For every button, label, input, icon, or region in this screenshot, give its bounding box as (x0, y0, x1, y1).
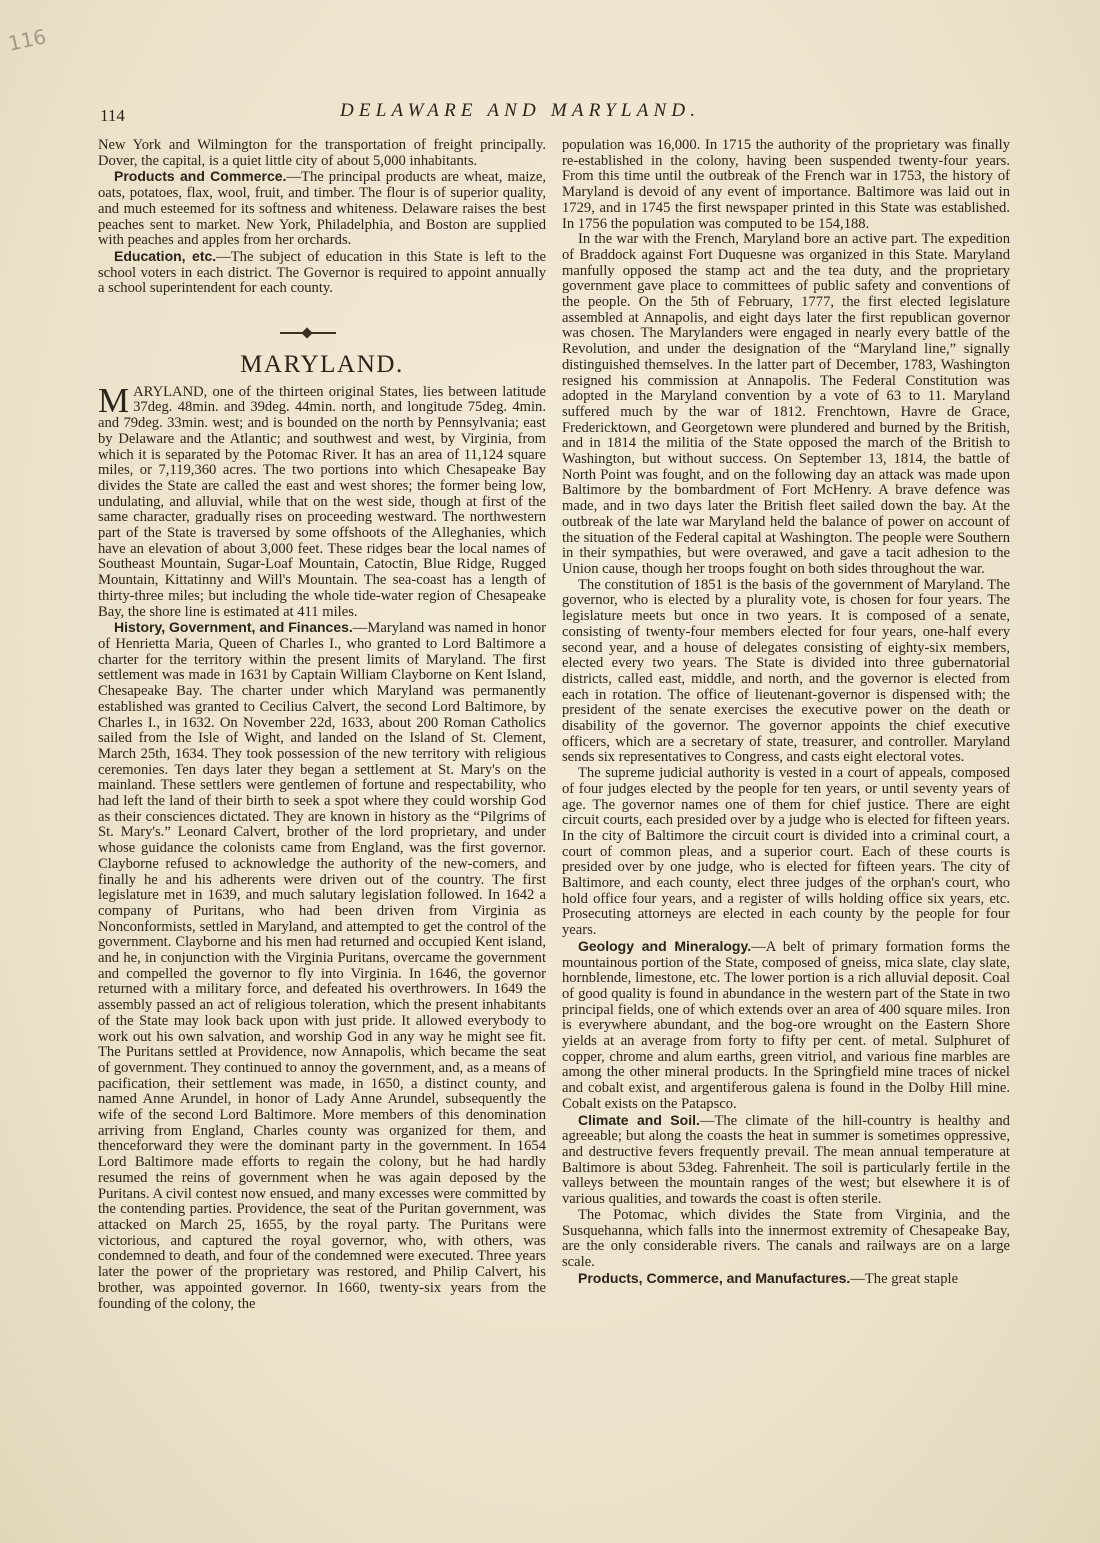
maryland-intro-paragraph (98, 380, 546, 621)
page-number: 114 (100, 106, 125, 125)
education-heading: Education, etc. (114, 247, 217, 264)
products-paragraph (98, 169, 546, 249)
divider-ornament (280, 332, 336, 334)
climate-heading: Climate and Soil. (578, 1111, 700, 1128)
right-column (562, 138, 1010, 1287)
climate-text: —The climate of the hill-country is healthy and agreeable; but along the coasts the heat in summer is sometimes oppressive, and destructive fevers frequently prevail. The mean annual temperature at Baltimore is about 53deg. Fahrenheit. The soil is particularly fertile in the valleys between the mountain ranges of the west; but elsewhere it is of various qualities, and towards the coast is often sterile. (562, 1112, 1010, 1208)
history-text: —Maryland was named in honor of Henrietta Maria, Queen of Charles I., who granted to Lord Baltimore a charter for the territory within the present limits of Maryland. The first settlement was made in 1631 by Captain William Clayborne on Kent Island, Chesapeake Bay. The charter under which Maryland was permanently established was granted to Cecilius Calvert, the second Lord Baltimore, by Charles I., in 1632. On November 22d, 1633, about 200 Roman Catholics sailed from the Isle of Wight, and landed on the Island of St. Clement, March 25th, 1634. They took possession of the new territory with religious ceremonies. Ten days later they began a settlement at St. Mary's on the mainland. These settlers were gentlemen of fortune and respectability, who had left the land of their birth to seek a spot where they could worship God as their consciences dictated. They are known in history as the “Pilgrims of St. Mary's.” Leonard Calvert, brother of the lord proprietary, and under whose guidance the colonists came from England, was the first governor. Clayborne refused to acknowledge the authority of the new-comers, and finally he and his adherents were driven out of the country. The first legislature met in 1639, and much salutary legislation followed. In 1642 a company of Puritans, who had been driven from Virginia as Nonconformists, settled in Maryland, and attempted to get the control of the government. Clayborne and his men had returned and occupied Kent island, and he, in conjunction with the Virginia Puritans, overcame the government and compelled the governor to fly into Virginia. In 1646, the governor returned with a military force, and defeated his overthrowers. In 1649 the assembly passed an act of religious toleration, which the present inhabitants of the State may look back upon with just pride. It allowed everybody to work out his own salvation, and worship God in any way he might see fit. The Puritans settled at Providence, now Annapolis, which became the seat of government. They continued to annoy the government, and, as a means of pacification, their settlement was made, in 1650, a distinct county, and named Anne Arundel, in honor of Lady Anne Arundel, subsequently the wife of the second Lord Baltimore. More members of this denomination arriving from England, Charles county was organized for them, and thenceforward they were the dominant party in the government. In 1654 Lord Baltimore made efforts to regain the colony, but he had hardly resumed the reins of government when he was again deposed by the Puritans. A civil contest now ensued, and many excesses were committed by the contending parties. Providence, the seat of the Puritan government, was attacked on March 25, 1655, by the royal party. The Puritans were victorious, and captured the royal governor, who, with others, was condemned to death, and four of the condemned were executed. Three years later the power of the proprietary was restored, and Philip Calvert, his brother, was appointed governor. In 1660, twenty-six years from the founding of the colony, the (98, 620, 547, 1312)
running-title: DELAWARE AND MARYLAND. (340, 100, 701, 121)
education-paragraph (98, 249, 546, 297)
intro-paragraph: New York and Wilmington for the transportation of freight principally. Dover, the capital, is a quiet little city of about 5,000 inhabitants. (98, 137, 546, 169)
section-divider (98, 323, 546, 343)
history-heading: History, Government, and Finances. (114, 619, 353, 636)
manufactures-paragraph (562, 1271, 1010, 1288)
running-head (100, 100, 1025, 134)
manufactures-text: —The great staple (850, 1270, 959, 1287)
judicial-paragraph: The supreme judicial authority is vested in a court of appeals, composed of four judges elected by the people for ten years, or until seventy years of age. The governor names one of them for chief justice. There are eight circuit courts, each presided over by a judge who is elected for fifteen years. In the city of Baltimore the circuit court is divided into a criminal court, a court of common pleas, and a superior court. Each of these courts is presided over by one judge, who is elected for fifteen years. The city of Baltimore, and each county, elect three judges of the orphan's court, who hold office four years, and a register of wills holding office six years, etc. Prosecuting attorneys are elected in each county by the people for four years. (562, 765, 1010, 939)
products-heading: Products and Commerce. (114, 168, 287, 185)
left-column (98, 138, 546, 1312)
products-text: —The principal products are wheat, maize, oats, potatoes, flax, wool, fruit, and timber. The flour is of superior quality, and much esteemed for its softness and whiteness. Delaware raises the best peaches sent to market. New York, Philadelphia, and Boston are supplied with peaches and apples from her orchards. (98, 169, 546, 249)
geology-heading: Geology and Mineralogy. (578, 937, 752, 954)
climate-paragraph (562, 1113, 1010, 1208)
geology-paragraph (562, 939, 1010, 1113)
section-title: MARYLAND. (240, 351, 404, 379)
war-paragraph: In the war with the French, Maryland bore an active part. The expedition of Braddock against Fort Duquesne was organized in this State. Maryland manfully opposed the stamp act and the tea duty, and the proprietary government gave place to committees of public safety and conventions of the people. On the 5th of February, 1777, the first elected legislature assembled at Annapolis, and eight days later the first republican governor was chosen. The Marylanders were engaged in nearly every battle of the Revolution, and under the designation of the “Maryland line,” signally distinguished themselves. In the latter part of December, 1783, Washington resigned his commission at Annapolis. The Federal Constitution was adopted in the Maryland convention by a vote of 63 to 11. Maryland suffered much by the war of 1812. Frenchtown, Havre de Grace, Fredericktown, and Georgetown were plundered and burned by the British, and in 1814 the militia of the State opposed the march of the British to Washington, but without success. On September 13, 1814, the battle of North Point was fought, and on the following day an attack was made upon Baltimore by the bombardment of Fort McHenry. A brave defence was made, and in two days later the British fleet sailed down the bay. At the outbreak of the late war Maryland held the balance of power on account of the situation of the Federal capital at Washington. The people were Southern in their sympathies, but were overawed, and gave a tacit adhesion to the Union cause, though her troops fought on both sides throughout the war. (562, 231, 1010, 577)
history-paragraph (98, 620, 546, 1312)
pencil-annotation: 116 (5, 24, 49, 56)
history-continued-paragraph: population was 16,000. In 1715 the authority of the proprietary was finally re-established in the colony, having been suspended twenty-four years. From this time until the outbreak of the French war in 1753, the history of Maryland is devoid of any event of importance. Baltimore was laid out in 1729, and in 1745 the first newspaper printed in this State was established. In 1756 the population was computed to be 154,188. (562, 137, 1010, 232)
education-text: —The subject of education in this State is left to the school voters in each district. The Governor is required to appoint annually a school superintendent for each county. (98, 248, 547, 297)
maryland-intro-text: ARYLAND, one of the thirteen original States, lies between latitude 37deg. 48min. and 39deg. 44min. north, and longitude 75deg. 4min. and 79deg. 33min. west; and is bounded on the north by Pennsylvania; east by Delaware and the Atlantic; and southwest and west, by Virginia, from which it is separated by the Potomac River. It has an area of 11,124 square miles, or 7,119,360 acres. The two portions into which Chesapeake Bay divides the State are called the east and west shores; the former being low, undulating, and alluvial, while that on the west side, though at first of the same character, gradually rises on proceeding westward. The northwestern part of the State is traversed by some offshoots of the Alleghanies, which have an elevation of about 3,000 feet. These ridges bear the local names of Southeast Mountain, Sugar-Loaf Mountain, Catoctin, Blue Ridge, Rugged Mountain, Kittatinny and Will's Mountain. The sea-coast has a length of thirty-three miles; but including the whole tide-water region of Chesapeake Bay, the shore line is estimated at 411 miles. (98, 383, 546, 620)
rivers-paragraph: The Potomac, which divides the State from Virginia, and the Susquehanna, which falls into the innermost extremity of Chesapeake Bay, are the only considerable rivers. The canals and railways are on a large scale. (562, 1206, 1010, 1270)
constitution-paragraph: The constitution of 1851 is the basis of the government of Maryland. The governor, who is elected by a plurality vote, is chosen for four years. The legislature meets but once in two years. It is composed of a senate, consisting of twenty-four members elected for four years, one-half every second year, and a house of delegates consisting of eighty-six members, elected every two years. The State is divided into three gubernatorial districts, called east, middle, and north, and the governor is elected from each in rotation. The office of lieutenant-governor is dispensed with; the president of the senate exercises the executive power on the death or disability of the governor. The governor appoints the chief executive officers, which are a secretary of state, treasurer, and controller. Maryland sends six representatives to Congress, and casts eight electoral votes. (562, 576, 1010, 766)
drop-cap: M (98, 380, 130, 420)
manufactures-heading: Products, Commerce, and Manufactures. (578, 1269, 851, 1286)
geology-text: —A belt of primary formation forms the mountainous portion of the State, composed of gneiss, mica slate, clay slate, hornblende, limestone, etc. The lower portion is a rich alluvial deposit. Coal of good quality is found in abundance in the western part of the State in two principal fields, one of which extends over an area of 400 square miles. Iron is everywhere abundant, and the bog-ore wrought on the Eastern Shore yields at an average from forty to fifty per cent. of metal. Sulphuret of copper, chrome and alum earths, green vitriol, and various fine marbles are among the other mineral products. In the Springfield mine traces of nickel and cobalt exist, and argentiferous galena is found in the Dolby Hill mine. Cobalt exists on the Patapsco. (562, 938, 1010, 1112)
